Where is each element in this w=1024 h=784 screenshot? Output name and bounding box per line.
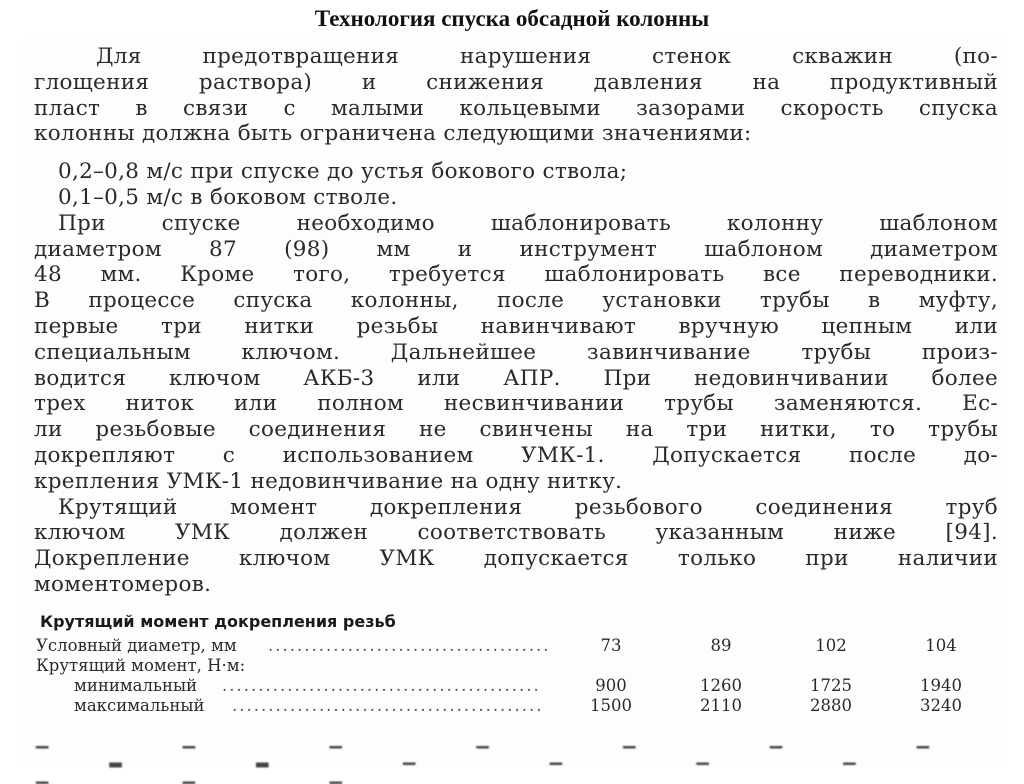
body-text <box>34 44 998 598</box>
cropped-text-fragment: ▔ ▁ ▔ ▁ ▔ ▁ ▔ ▁ ▔ ▁ ▔ ▁ ▔ ▁ ▔ ▁ ▔ ▁ <box>36 746 957 784</box>
cell-value: 3240 <box>920 696 962 715</box>
text-line: крепления УМК-1 недовинчивание на одну нитку. <box>34 468 623 494</box>
row-label: Крутящий момент, Н·м: <box>36 656 246 675</box>
text-line: глощения раствора) и снижения давления на продуктивный <box>34 69 998 95</box>
row-label: максимальный <box>74 696 205 715</box>
text-line: первые три нитки резьбы навинчивают вручную цепным или <box>34 313 998 339</box>
table-row <box>36 656 986 676</box>
table-row <box>36 696 986 716</box>
text-line: докрепляют с использованием УМК-1. Допускается после до- <box>34 442 998 468</box>
text-line: 48 мм. Кроме того, требуется шаблонировать все переводники. <box>34 262 998 288</box>
cell-value: 900 <box>595 676 627 695</box>
text-line: При спуске необходимо шаблонировать колонну шаблоном <box>58 210 998 236</box>
cell-value: 104 <box>925 636 957 655</box>
row-label: Условный диаметр, мм <box>36 636 237 655</box>
table-row <box>36 636 986 656</box>
cell-value: 1940 <box>920 676 962 695</box>
cell-value: 2110 <box>700 696 742 715</box>
text-line: колонны должна быть ограничена следующими значениями: <box>34 121 752 147</box>
table-row <box>36 676 986 696</box>
table-title: Крутящий момент докрепления резьб <box>40 612 396 631</box>
text-line: пласт в связи с малыми кольцевыми зазорами скорость спуска <box>34 95 998 121</box>
leader-dots: ........................................... <box>232 696 544 715</box>
text-line: водится ключом АКБ-3 или АПР. При недовинчивании более <box>34 365 998 391</box>
text-line: моментомеров. <box>34 571 212 597</box>
text-line: 0,1–0,5 м/с в боковом стволе. <box>58 184 398 210</box>
text-line: специальным ключом. Дальнейшее завинчивание трубы произ- <box>34 339 998 365</box>
cell-value: 1260 <box>700 676 742 695</box>
text-line: Крутящий момент докрепления резьбового соединения труб <box>58 494 998 520</box>
cell-value: 73 <box>600 636 622 655</box>
leader-dots: ....................................... <box>268 636 551 655</box>
text-line: 0,2–0,8 м/с при спуске до устья бокового ствола; <box>58 159 628 185</box>
text-line: Для предотвращения нарушения стенок скважин (по- <box>96 44 998 69</box>
cell-value: 2880 <box>810 696 852 715</box>
cell-value: 89 <box>710 636 732 655</box>
text-line: ли резьбовые соединения не свинчены на три нитки, то трубы <box>34 417 998 443</box>
row-label: минимальный <box>74 676 198 695</box>
text-line: диаметром 87 (98) мм и инструмент шаблоном диаметром <box>34 236 998 262</box>
cell-value: 102 <box>815 636 847 655</box>
scanned-page <box>22 38 1007 784</box>
torque-table <box>36 636 986 716</box>
text-line: Докрепление ключом УМК допускается только при наличии <box>34 546 998 572</box>
text-line: В процессе спуска колонны, после установки трубы в муфту, <box>34 288 998 314</box>
cell-value: 1500 <box>590 696 632 715</box>
text-line: ключом УМК должен соответствовать указанным ниже [94]. <box>34 520 998 546</box>
text-line: трех ниток или полном несвинчивании трубы заменяются. Ес- <box>34 391 998 417</box>
leader-dots: ............................................ <box>222 676 541 695</box>
cell-value: 1725 <box>810 676 852 695</box>
slide-title: Технология спуска обсадной колонны <box>314 6 710 31</box>
